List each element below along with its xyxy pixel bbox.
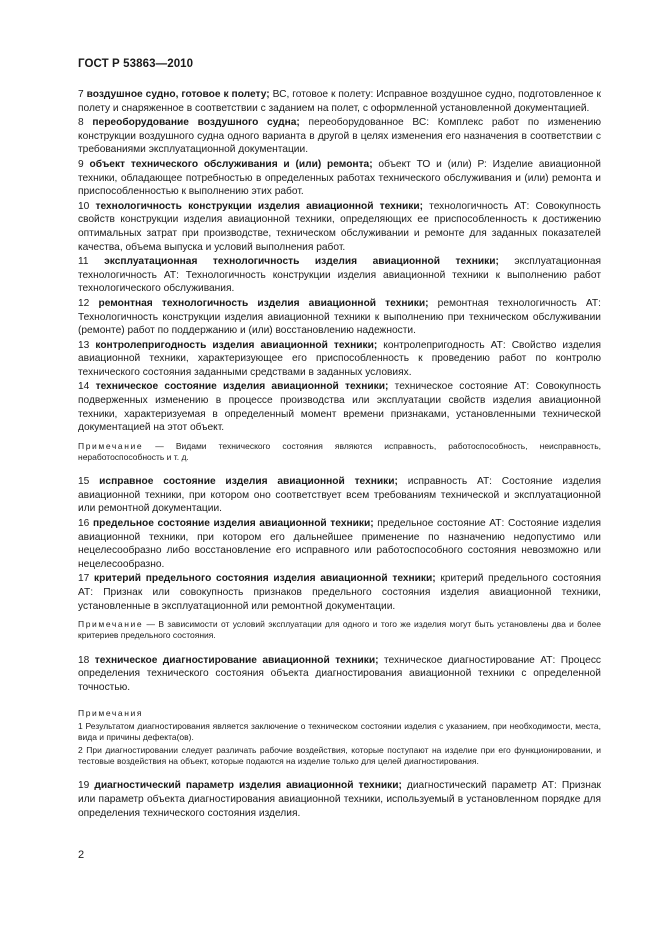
term-entry-11	[78, 255, 601, 296]
term-number: 11	[78, 256, 89, 268]
term-entry-9	[78, 158, 601, 199]
note-text: — В зависимости от условий эксплуатации для одного и того же изделия могут быть установлены два и более критериев предельного состояния.	[78, 619, 601, 641]
term-number: 9	[78, 158, 84, 170]
term-title: технологичность конструкции изделия авиационной техники;	[95, 200, 424, 212]
term-title: эксплуатационная технологичность изделия авиационной техники;	[104, 256, 499, 268]
term-definition: критерий предельного состояния АТ: Признак или совокупность признаков предельного состояния изделия авиационной техники, установленные в эксплуатационной или ремонтной документации.	[78, 573, 601, 612]
term-entry-12	[78, 297, 601, 338]
term-number: 16	[78, 518, 90, 530]
note-label: Примечание	[78, 619, 144, 630]
term-definition: ремонтная технологичность АТ: Технологичность конструкции изделия авиационной техники к выполнению при техническом обслуживании (ремонте) работ по поддержанию и (или) восстановлению надежности.	[78, 297, 601, 337]
notes-heading: Примечания	[78, 708, 144, 719]
term-definition: исправность АТ: Состояние изделия авиационной техники, при котором оно соответствует всем требованиям технической и эксплуатационной или ремонтной документации.	[78, 476, 601, 515]
term-definition: диагностический параметр АТ: Признак или параметр объекта диагностирования авиационной техники, используемый в установленном порядке для определения технического состояния изделия.	[78, 780, 601, 819]
term-entry-10	[78, 200, 601, 254]
document-body	[78, 88, 601, 821]
term-title: диагностический параметр изделия авиационной техники;	[94, 780, 402, 792]
term-number: 10	[78, 200, 90, 212]
term-title: воздушное судно, готовое к полету;	[86, 89, 270, 100]
terms-group-a	[78, 88, 601, 435]
term-number: 13	[78, 339, 90, 351]
term-definition: техническое диагностирование АТ: Процесс определения технического состояния объекта диагностирования авиационной техники с определенной точностью.	[78, 654, 602, 693]
term-number: 7	[78, 89, 84, 100]
term-number: 12	[78, 297, 90, 309]
term-entry-16	[78, 517, 601, 571]
note-limit-criteria	[78, 619, 601, 641]
term-entry-15	[78, 475, 601, 516]
term-title: ремонтная технологичность изделия авиационной техники;	[98, 297, 429, 309]
term-title: техническое состояние изделия авиационной техники;	[95, 381, 389, 393]
note-label: Примечание	[78, 440, 144, 451]
term-number: 14	[78, 381, 90, 393]
term-entry-14	[78, 380, 601, 434]
term-number: 15	[78, 476, 90, 488]
term-entry-7	[78, 88, 601, 115]
note-item-2: 2 При диагностировании следует различать рабочие воздействия, которые поступают на изделие при его функционировании, и тестовые воздействия на объект, которые подаются на изделие только для целей диагностирования.	[78, 744, 601, 767]
term-title: объект технического обслуживания и (или) ремонта;	[89, 158, 373, 170]
term-definition: ВС, готовое к полету: Исправное воздушное судно, подготовленное к полету и снаряженное в соответствии с заданием на полет, с оформленной установленной документацией.	[78, 89, 602, 114]
term-number: 8	[78, 117, 84, 129]
term-number: 19	[78, 780, 90, 792]
term-title: критерий предельного состояния изделия авиационной техники;	[94, 573, 436, 585]
document-header: ГОСТ Р 53863—2010	[78, 58, 194, 70]
term-title: контролепригодность изделия авиационной техники;	[95, 339, 378, 351]
term-number: 18	[78, 654, 90, 666]
note-text: — Видами технического состояния являются исправность, работоспособность, неисправность, неработоспособность и т. д.	[78, 440, 601, 463]
term-definition: контролепригодность АТ: Свойство изделия авиационной техники, характеризующее его приспособленность к проведению работ по контролю технического состояния заданными средствами в заданных условиях.	[78, 339, 601, 378]
term-entry-8	[78, 116, 601, 157]
term-definition: объект ТО и (или) Р: Изделие авиационной техники, обладающее потребностью в определенных работах технического обслуживания и (или) ремонта и приспособленностью к выполнению этих работ.	[78, 158, 602, 198]
term-entry-13	[78, 339, 601, 380]
note-technical-state	[78, 441, 601, 463]
term-definition: техническое состояние АТ: Совокупность подверженных изменению в процессе производства или эксплуатации свойств изделия авиационной техники, характеризуемая в определенный момент времени признаками, установленными технической документацией на этот объект.	[78, 381, 601, 434]
term-title: предельное состояние изделия авиационной техники;	[92, 518, 374, 530]
note-item-1: 1 Результатом диагностирования является заключение о техническом состоянии изделия с указанием, при необходимости, места, вида и причины дефекта(ов).	[78, 720, 601, 742]
term-definition: эксплуатационная технологичность АТ: Технологичность конструкции изделия авиационной техники к выполнению работ технологического обслуживания.	[78, 256, 601, 295]
terms-group-b	[78, 475, 601, 613]
term-title: переоборудование воздушного судна;	[92, 117, 300, 129]
term-entry-19	[78, 779, 601, 820]
term-entry-18	[78, 654, 601, 695]
term-number: 17	[78, 573, 90, 585]
term-title: исправное состояние изделия авиационной техники;	[99, 476, 398, 488]
term-entry-17	[78, 572, 601, 613]
page-number: 2	[78, 849, 85, 861]
term-definition: предельное состояние АТ: Состояние изделия авиационной техники, при котором его дальнейшее применение по назначению недопустимо или нецелесообразно либо восстановление его исправного или работоспособного состояния невозможно или нецелесообразно.	[78, 518, 601, 570]
term-definition: технологичность АТ: Совокупность свойств конструкции изделия авиационной техники, определяющих ее приспособленность к достижению оптимальных затрат при производстве, техническом обслуживании и ремонте для заданных показателей качества, объема выпуска и условий выполнения работ.	[78, 200, 601, 253]
notes-diagnostics	[78, 708, 601, 767]
term-definition: переоборудованное ВС: Комплекс работ по изменению конструкции воздушного судна одного варианта в другой в целях изменения его назначения в соответствии с требованиями эксплуатационной документации.	[78, 117, 602, 156]
term-title: техническое диагностирование авиационной техники;	[94, 654, 379, 666]
